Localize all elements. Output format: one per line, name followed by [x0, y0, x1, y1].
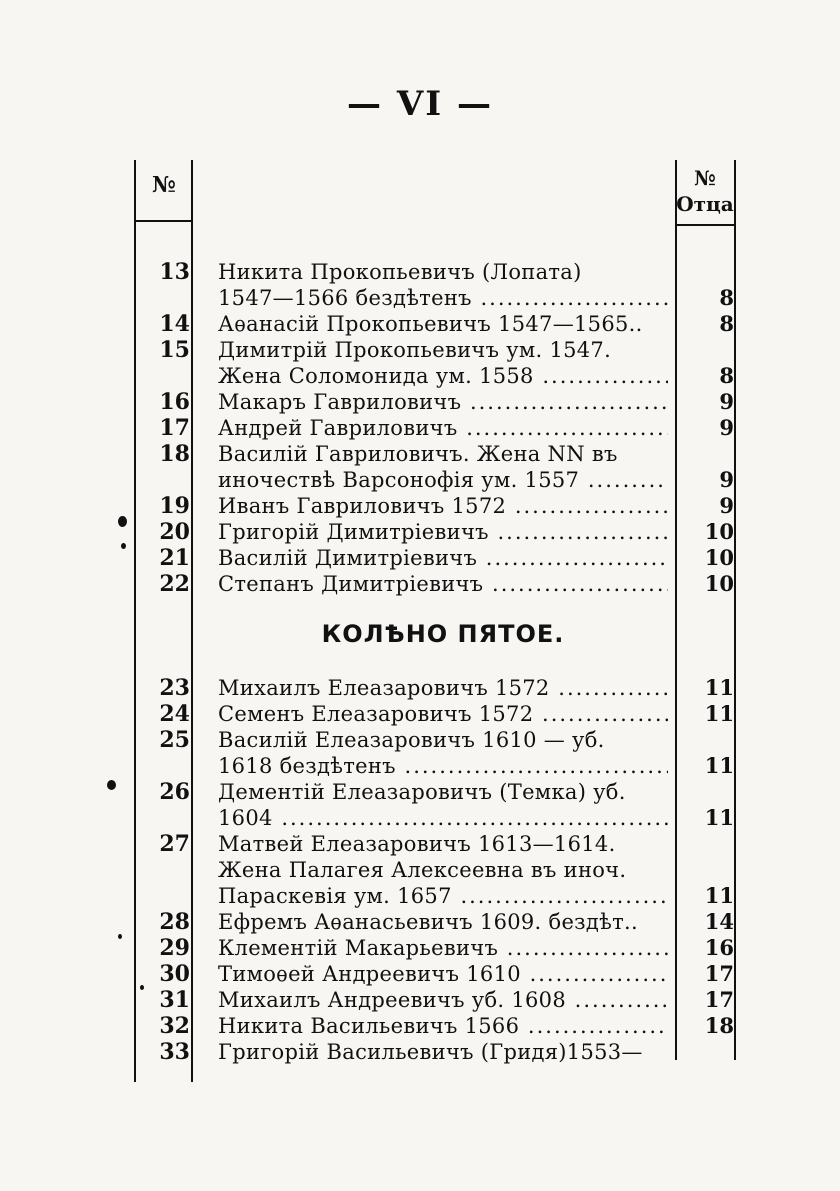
- entry-row: [0, 1039, 840, 1065]
- entry-row: [0, 285, 840, 311]
- entry-row: [0, 337, 840, 363]
- entry-number: 26: [159, 779, 190, 805]
- entry-father-number: 9: [719, 389, 734, 414]
- entry-number: 33: [159, 1039, 190, 1065]
- entries-generation-4: [0, 259, 840, 597]
- entry-father-number: 16: [704, 935, 734, 960]
- entry-text: Никита Васильевичъ 1566 .....: [218, 1013, 668, 1039]
- entry-father-number: 11: [704, 883, 734, 908]
- entry-number: 21: [159, 545, 190, 571]
- entry-row: [0, 701, 840, 727]
- entry-number: 16: [159, 389, 190, 415]
- ink-dot-mark: [140, 985, 144, 990]
- entry-text: Семенъ Елеазаровичъ 1572 .....: [218, 701, 668, 727]
- entry-text: Василій Димитріевичъ .....: [218, 545, 668, 571]
- entry-number: 15: [159, 337, 190, 363]
- entry-text: Жена Соломонида ум. 1558 .....: [218, 363, 668, 389]
- ink-dot-mark: [118, 934, 122, 939]
- entry-father-number: 11: [704, 675, 734, 700]
- entry-row: [0, 415, 840, 441]
- entry-text: Григорій Васильевичъ (Гридя)1553—: [218, 1040, 643, 1064]
- entry-father-number: 11: [704, 701, 734, 726]
- entry-row: [0, 727, 840, 753]
- entry-text: Макаръ Гавриловичъ .....: [218, 389, 668, 415]
- entry-father-number: 11: [704, 805, 734, 830]
- entry-row: [0, 779, 840, 805]
- entry-text: Василій Елеазаровичъ 1610 — уб.: [218, 728, 605, 752]
- entry-row: [0, 545, 840, 571]
- entry-text: Василій Гавриловичъ. Жена NN въ: [218, 442, 618, 466]
- section-title: КОЛѢНО ПЯТОЕ.: [321, 620, 565, 648]
- entry-row: [0, 571, 840, 597]
- entry-number: 30: [159, 961, 190, 987]
- entry-number: 31: [159, 987, 190, 1013]
- entry-row: [0, 883, 840, 909]
- entry-text: иночествѣ Варсонофія ум. 1557 .....: [218, 467, 668, 493]
- entry-number: 20: [159, 519, 190, 545]
- entry-row: [0, 909, 840, 935]
- father-header-symbol: №: [694, 166, 716, 190]
- ink-blot-mark: [118, 516, 127, 527]
- entry-text: Иванъ Гавриловичъ 1572 .....: [218, 493, 668, 519]
- entry-text: 1547—1566 бездѣтенъ .....: [218, 285, 668, 311]
- entry-text: Димитрій Прокопьевичъ ум. 1547.: [218, 338, 612, 362]
- entry-row: [0, 1013, 840, 1039]
- entry-number: 25: [159, 727, 190, 753]
- entry-row: [0, 493, 840, 519]
- entry-row: [0, 363, 840, 389]
- entry-text: Михаилъ Андреевичъ уб. 1608 .....: [218, 987, 668, 1013]
- entry-text: Дементій Елеазаровичъ (Темка) уб.: [218, 780, 626, 804]
- page-number: — VI —: [347, 84, 493, 124]
- entry-text: Григорій Димитріевичъ .....: [218, 519, 668, 545]
- entry-row: [0, 753, 840, 779]
- entry-row: [0, 961, 840, 987]
- entry-row: [0, 831, 840, 857]
- entry-father-number: 8: [719, 311, 734, 336]
- entry-text: Клементій Макарьевичъ .....: [218, 935, 668, 961]
- entry-father-number: 8: [719, 285, 734, 310]
- entry-number: 18: [159, 441, 190, 467]
- entry-father-number: 18: [704, 1013, 734, 1038]
- entry-text: Параскевія ум. 1657 .....: [218, 883, 668, 909]
- father-header-label: Отца: [676, 192, 734, 216]
- entry-father-number: 9: [719, 415, 734, 440]
- entry-number: 29: [159, 935, 190, 961]
- entry-number: 14: [159, 311, 190, 337]
- entry-father-number: 10: [704, 545, 734, 570]
- ink-drop-mark: [107, 780, 116, 790]
- entry-number: 24: [159, 701, 190, 727]
- entry-text: Жена Палагея Алексеевна въ иноч.: [218, 858, 627, 882]
- entry-row: [0, 987, 840, 1013]
- entry-row: [0, 259, 840, 285]
- entry-number: 23: [159, 675, 190, 701]
- entry-father-number: 9: [719, 493, 734, 518]
- entry-text: Ефремъ Аѳанасьевичъ 1609. бездѣт..: [218, 910, 638, 934]
- entry-text: Степанъ Димитріевичъ .....: [218, 571, 668, 597]
- ink-dot-mark: [121, 543, 126, 549]
- entry-row: [0, 857, 840, 883]
- entry-text: Тимоѳей Андреевичъ 1610 .....: [218, 961, 668, 987]
- entry-text: Аѳанасій Прокопьевичъ 1547—1565..: [218, 312, 643, 336]
- entry-father-number: 10: [704, 519, 734, 544]
- entry-father-number: 10: [704, 571, 734, 596]
- entry-row: [0, 935, 840, 961]
- entry-row: [0, 805, 840, 831]
- entry-number: 19: [159, 493, 190, 519]
- num-header-rule: [136, 220, 192, 222]
- entry-number: 28: [159, 909, 190, 935]
- entry-number: 27: [159, 831, 190, 857]
- entry-text: Михаилъ Елеазаровичъ 1572 .....: [218, 675, 668, 701]
- entry-father-number: 11: [704, 753, 734, 778]
- entry-number: 22: [159, 571, 190, 597]
- entry-father-number: 8: [719, 363, 734, 388]
- entry-text: Никита Прокопьевичъ (Лопата): [218, 260, 582, 284]
- entry-father-number: 17: [704, 961, 734, 986]
- entry-number: 13: [159, 259, 190, 285]
- number-column-header: №: [152, 172, 176, 198]
- father-column-header: [676, 165, 734, 217]
- entry-text: Матвей Елеазаровичъ 1613—1614.: [218, 832, 616, 856]
- entry-father-number: 9: [719, 467, 734, 492]
- entry-text: 1618 бездѣтенъ .....: [218, 753, 668, 779]
- entry-father-number: 17: [704, 987, 734, 1012]
- entry-row: [0, 675, 840, 701]
- entry-row: [0, 441, 840, 467]
- entry-row: [0, 389, 840, 415]
- entry-row: [0, 467, 840, 493]
- entry-number: 17: [159, 415, 190, 441]
- entry-number: 32: [159, 1013, 190, 1039]
- entry-father-number: 14: [704, 909, 734, 934]
- entry-text: 1604 .....: [218, 805, 668, 831]
- entry-text: Андрей Гавриловичъ .....: [218, 415, 668, 441]
- father-header-rule: [676, 224, 735, 226]
- entries-generation-5: [0, 675, 840, 1065]
- entry-row: [0, 311, 840, 337]
